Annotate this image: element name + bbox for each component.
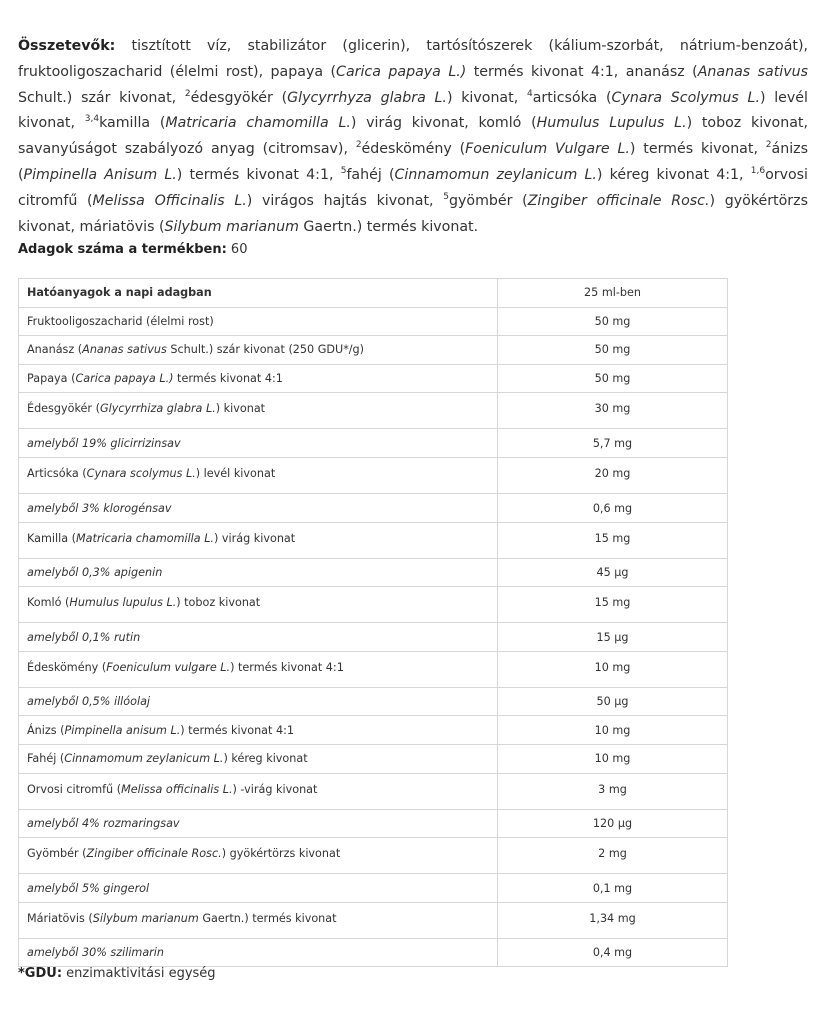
table-row — [19, 393, 728, 429]
ingredient-amount-cell: 15 µg — [498, 623, 728, 652]
ingredient-amount-cell: 15 mg — [498, 587, 728, 623]
ingredient-name-cell: Articsóka (Cynara scolymus L.) levél kivonat — [19, 457, 498, 493]
ingredient-amount-cell: 10 mg — [498, 716, 728, 745]
header-amount-cell: 25 ml-ben — [498, 279, 728, 308]
table-row — [19, 307, 728, 336]
table-subrow — [19, 874, 728, 903]
ingredient-amount-cell: 10 mg — [498, 651, 728, 687]
ingredient-name-cell: Ánizs (Pimpinella anisum L.) termés kivonat 4:1 — [19, 716, 498, 745]
ingredient-name-cell: amelyből 0,3% apigenin — [19, 558, 498, 587]
ingredient-name-cell: amelyből 4% rozmaringsav — [19, 809, 498, 838]
table-subrow — [19, 429, 728, 458]
ingredient-amount-cell: 3 mg — [498, 773, 728, 809]
table-row — [19, 744, 728, 773]
ingredient-amount-cell: 5,7 mg — [498, 429, 728, 458]
header-name-cell: Hatóanyagok a napi adagban — [19, 279, 498, 308]
ingredient-amount-cell: 50 mg — [498, 364, 728, 393]
ingredient-name-cell: Papaya (Carica papaya L.) termés kivonat 4:1 — [19, 364, 498, 393]
servings-value: 60 — [226, 242, 248, 258]
ingredient-name-cell: amelyből 0,1% rutin — [19, 623, 498, 652]
table-row — [19, 838, 728, 874]
ingredient-amount-cell: 2 mg — [498, 838, 728, 874]
ingredients-label: Összetevők: — [18, 38, 116, 54]
ingredient-amount-cell: 10 mg — [498, 744, 728, 773]
table-row — [19, 651, 728, 687]
ingredient-name-cell: Fruktooligoszacharid (élelmi rost) — [19, 307, 498, 336]
servings-label: Adagok száma a termékben: — [18, 242, 227, 258]
ingredient-name-cell: Komló (Humulus lupulus L.) toboz kivonat — [19, 587, 498, 623]
table-row — [19, 457, 728, 493]
active-ingredients-table — [18, 278, 728, 967]
ingredient-amount-cell: 1,34 mg — [498, 902, 728, 938]
table-subrow — [19, 687, 728, 716]
ingredient-name-cell: Édesgyökér (Glycyrrhiza glabra L.) kivonat — [19, 393, 498, 429]
ingredient-name-cell: amelyből 0,5% illóolaj — [19, 687, 498, 716]
footnote — [18, 966, 216, 981]
ingredient-amount-cell: 50 mg — [498, 307, 728, 336]
table-subrow — [19, 558, 728, 587]
table-subrow — [19, 623, 728, 652]
table-row — [19, 522, 728, 558]
ingredient-name-cell: amelyből 5% gingerol — [19, 874, 498, 903]
ingredient-name-cell: Ananász (Ananas sativus Schult.) szár kivonat (250 GDU*/g) — [19, 336, 498, 365]
ingredient-name-cell: Orvosi citromfű (Melissa officinalis L.) -virág kivonat — [19, 773, 498, 809]
table-header-row — [19, 279, 728, 308]
ingredient-name-cell: amelyből 19% glicirrizinsav — [19, 429, 498, 458]
ingredient-amount-cell: 15 mg — [498, 522, 728, 558]
ingredient-name-cell: Gyömbér (Zingiber officinale Rosc.) gyökértörzs kivonat — [19, 838, 498, 874]
servings-line — [18, 240, 808, 260]
footnote-label: *GDU: — [18, 966, 63, 981]
ingredient-name-cell: Máriatövis (Silybum marianum Gaertn.) termés kivonat — [19, 902, 498, 938]
ingredient-name-cell: Édeskömény (Foeniculum vulgare L.) termés kivonat 4:1 — [19, 651, 498, 687]
ingredient-amount-cell: 0,1 mg — [498, 874, 728, 903]
footnote-text: enzimaktivitási egység — [62, 966, 216, 981]
table-subrow — [19, 493, 728, 522]
table-row — [19, 587, 728, 623]
table-subrow — [19, 809, 728, 838]
ingredient-amount-cell: 45 µg — [498, 558, 728, 587]
ingredient-name-cell: amelyből 3% klorogénsav — [19, 493, 498, 522]
ingredient-amount-cell: 20 mg — [498, 457, 728, 493]
ingredient-name-cell: amelyből 30% szilimarin — [19, 938, 498, 967]
table-row — [19, 716, 728, 745]
table-row — [19, 902, 728, 938]
ingredient-amount-cell: 0,6 mg — [498, 493, 728, 522]
table-row — [19, 336, 728, 365]
table-row — [19, 364, 728, 393]
ingredients-paragraph: Összetevők: tisztított víz, stabilizátor (glicerin), tartósítószerek (kálium-szorbát, nátrium-benzoát), fruktooligoszacharid (élelmi rost), papaya (Carica papaya L.) termés kivonat 4:1, ananász (Ananas sativus Schult.) szár kivonat, $^2$édesgyökér (Glycyrrhyza glabra L.) kivonat, $^4$articsóka (Cynara Scolymus L.) levél kivonat, $^{3,4}$kamilla (Matricaria chamomilla L.) virág kivonat, komló (Humulus Lupulus L.) toboz kivonat, savanyúságot szabályozó anyag (citromsav), $^2$édeskömény (Foeniculum Vulgare L.) termés kivonat, $^2$ánizs (Pimpinella Anisum L.) termés kivonat 4:1, $^5$fahéj (Cinnamomun zeylanicum L.) kéreg kivonat 4:1, $^{1,6}$orvosi citromfű (Melissa Officinalis L.) virágos hajtás kivonat, $^5$gyömbér (Zingiber officinale Rosc.) gyökértörzs kivonat, máriatövis (Silybum marianum Gaertn.) termés kivonat. — [18, 38, 808, 235]
ingredient-name-cell: Fahéj (Cinnamomum zeylanicum L.) kéreg kivonat — [19, 744, 498, 773]
ingredient-amount-cell: 120 µg — [498, 809, 728, 838]
ingredient-amount-cell: 30 mg — [498, 393, 728, 429]
ingredient-amount-cell: 50 µg — [498, 687, 728, 716]
ingredient-amount-cell: 50 mg — [498, 336, 728, 365]
ingredient-name-cell: Kamilla (Matricaria chamomilla L.) virág kivonat — [19, 522, 498, 558]
table-subrow — [19, 938, 728, 967]
ingredient-amount-cell: 0,4 mg — [498, 938, 728, 967]
ingredients-section — [18, 34, 808, 260]
table-row — [19, 773, 728, 809]
